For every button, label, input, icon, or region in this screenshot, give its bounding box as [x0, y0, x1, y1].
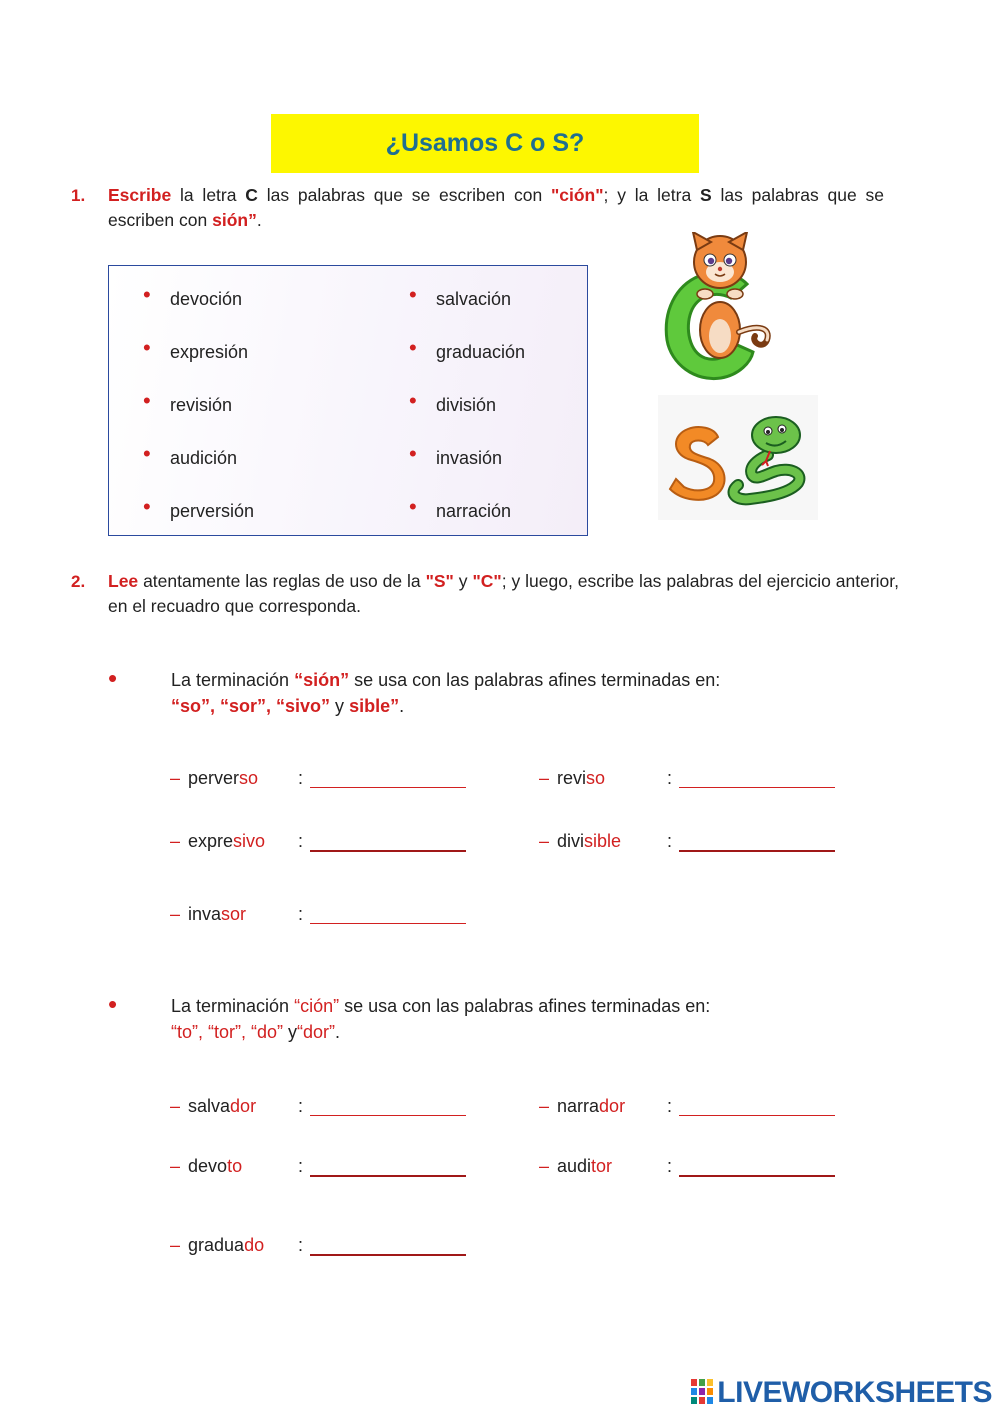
exercise-1-verb: Escribe — [108, 185, 172, 205]
colon-separator: : — [667, 831, 673, 851]
word-bullet: • — [143, 335, 151, 360]
word-item: expresión — [170, 342, 249, 362]
dash-marker: – — [539, 1096, 550, 1116]
colon-separator: : — [298, 1156, 304, 1176]
dash-marker: – — [539, 1156, 550, 1176]
word-stem: revi — [557, 768, 587, 788]
word-suffix: dor — [599, 1096, 626, 1116]
letter-s-snake-illustration — [658, 395, 818, 520]
colon-separator: : — [298, 904, 304, 924]
snake-head — [752, 417, 800, 453]
exercise-2-number: 2. — [71, 572, 86, 591]
word-stem: narra — [557, 1096, 600, 1116]
answer-item — [539, 768, 605, 789]
word-suffix: to — [227, 1156, 243, 1176]
word-item: salvación — [436, 289, 512, 309]
word-bullet: • — [143, 388, 151, 413]
word-bullet: • — [143, 282, 151, 307]
answer-blank[interactable] — [310, 1175, 466, 1177]
word-suffix: sivo — [233, 831, 266, 851]
dash-marker: – — [170, 904, 181, 924]
dash-marker: – — [170, 1096, 181, 1116]
liveworksheets-logo-icon — [691, 1379, 713, 1405]
word-list-box — [108, 265, 588, 536]
colon-separator: : — [667, 768, 673, 788]
answer-blank[interactable] — [679, 1175, 835, 1177]
answer-item — [170, 831, 265, 852]
word-item: graduación — [436, 342, 526, 362]
word-stem: perver — [188, 768, 240, 788]
word-stem: audi — [557, 1156, 592, 1176]
title-banner — [271, 114, 699, 173]
colon-separator: : — [298, 1096, 304, 1116]
colon-separator: : — [298, 831, 304, 851]
word-bullet: • — [409, 388, 417, 413]
word-stem: gradua — [188, 1235, 245, 1255]
dash-marker: – — [170, 1235, 181, 1255]
answer-item — [170, 768, 258, 789]
word-suffix: dor — [230, 1096, 257, 1116]
answer-blank[interactable] — [679, 850, 835, 852]
answer-blank[interactable] — [679, 1115, 835, 1116]
rule-sion-bullet: • — [108, 663, 118, 693]
word-bullet: • — [143, 494, 151, 519]
answer-blank[interactable] — [310, 1254, 466, 1256]
rule-cion-bullet: • — [108, 989, 118, 1019]
dash-marker: – — [539, 831, 550, 851]
word-suffix: sor — [221, 904, 247, 924]
word-bullet: • — [409, 282, 417, 307]
exercise-1-instruction: Escribe la letra C las palabras que se escriben con "ción"; y la letra S las palabras que se escriben con sión”. — [108, 185, 885, 230]
word-bullet: • — [409, 441, 417, 466]
rule-cion-text: La terminación “ción” se usa con las palabras afines terminadas en: “to”, “tor”, “do” y“dor”. — [171, 996, 711, 1042]
word-bullet: • — [409, 335, 417, 360]
dash-marker: – — [170, 768, 181, 788]
answer-item — [170, 1156, 242, 1177]
colon-separator: : — [298, 768, 304, 788]
word-suffix: so — [239, 768, 259, 788]
dash-marker: – — [170, 831, 181, 851]
word-item: división — [436, 395, 497, 415]
word-stem: expre — [188, 831, 234, 851]
answer-item — [170, 1235, 264, 1256]
word-suffix: sible — [584, 831, 622, 851]
word-stem: devo — [188, 1156, 228, 1176]
answer-item — [539, 1096, 625, 1117]
word-item: audición — [170, 448, 238, 468]
word-stem: divi — [557, 831, 585, 851]
word-item: perversión — [170, 501, 255, 521]
colon-separator: : — [298, 1235, 304, 1255]
exercise-2-verb: Lee — [108, 571, 139, 591]
word-suffix: do — [244, 1235, 265, 1255]
dash-marker: – — [539, 768, 550, 788]
colon-separator: : — [667, 1096, 673, 1116]
word-item: devoción — [170, 289, 243, 309]
answer-item — [170, 1096, 256, 1117]
word-suffix: tor — [591, 1156, 613, 1176]
cat-belly — [709, 319, 731, 353]
colon-separator: : — [667, 1156, 673, 1176]
answer-item — [539, 1156, 612, 1177]
answer-blank[interactable] — [679, 787, 835, 788]
exercise-2-instruction: Lee atentamente las reglas de uso de la "S" y "C"; y luego, escribe las palabras del ejercicio anterior, en el recuadro que corresponda. — [108, 571, 899, 616]
answer-blank[interactable] — [310, 923, 466, 924]
answer-item — [170, 904, 246, 925]
answer-item — [539, 831, 621, 852]
answer-blank[interactable] — [310, 787, 466, 788]
dash-marker: – — [170, 1156, 181, 1176]
word-stem: inva — [188, 904, 222, 924]
rule-sion-text: La terminación “sión” se usa con las palabras afines terminadas en: “so”, “sor”, “sivo” y sible”. — [171, 670, 721, 716]
page-title: ¿Usamos C o S? — [385, 129, 585, 157]
word-suffix: so — [586, 768, 606, 788]
word-bullet: • — [143, 441, 151, 466]
answer-blank[interactable] — [310, 1115, 466, 1116]
word-item: invasión — [436, 448, 503, 468]
exercise-1-number: 1. — [71, 186, 86, 205]
word-bullet: • — [409, 494, 417, 519]
answer-blank[interactable] — [310, 850, 466, 852]
letter-c-cat-illustration — [655, 232, 780, 384]
word-stem: salva — [188, 1096, 231, 1116]
word-item: narración — [436, 501, 512, 521]
letter-s: S — [699, 185, 712, 205]
letter-c: C — [245, 185, 258, 205]
word-item: revisión — [170, 395, 233, 415]
liveworksheets-logo: LIVEWORKSHEETS — [691, 1376, 992, 1410]
